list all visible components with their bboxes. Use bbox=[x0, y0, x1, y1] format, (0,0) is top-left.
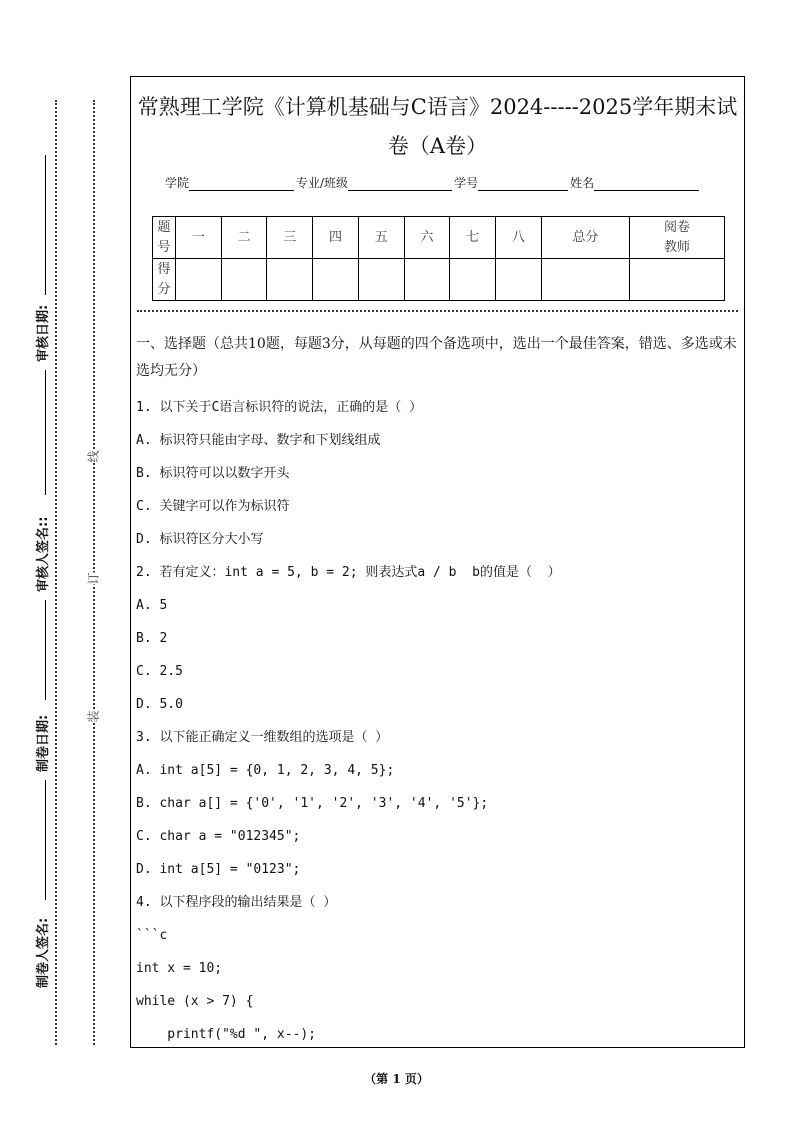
reviewer-sign-label: 审核人签名:: bbox=[36, 516, 51, 592]
header-char: 分 bbox=[157, 281, 171, 297]
content-line: 3. 以下能正确定义一维数组的选项是（ ） bbox=[136, 730, 389, 745]
col-header: 一 bbox=[176, 217, 222, 259]
col-header: 七 bbox=[450, 217, 496, 259]
margin-dotted-line bbox=[55, 100, 57, 1045]
score-cell[interactable] bbox=[176, 259, 222, 301]
separator bbox=[137, 310, 738, 312]
content-line: A. 5 bbox=[136, 598, 168, 613]
content-line: B. 标识符可以以数字开头 bbox=[136, 466, 290, 481]
score-cell[interactable] bbox=[404, 259, 450, 301]
col-header: 三 bbox=[267, 217, 313, 259]
content-line: C. 2.5 bbox=[136, 664, 183, 679]
content-line: printf("%d ", x--); bbox=[136, 1027, 317, 1042]
score-cell[interactable] bbox=[313, 259, 359, 301]
student-id-label: 学号 bbox=[454, 176, 479, 190]
content-line: A. int a[5] = {0, 1, 2, 3, 4, 5}; bbox=[136, 763, 395, 778]
reviewer-sign-line bbox=[45, 370, 46, 495]
maker-sign-label: 制卷人签名: bbox=[36, 917, 51, 988]
question-content bbox=[136, 331, 738, 1051]
score-table bbox=[152, 216, 725, 301]
col-header: 五 bbox=[358, 217, 404, 259]
content-line: 2. 若有定义：int a = 5, b = 2; 则表达式a / b b的值是（ ） bbox=[136, 565, 561, 580]
col-header: 六 bbox=[404, 217, 450, 259]
score-cell[interactable] bbox=[450, 259, 496, 301]
section-heading: 一、选择题（总共10题，每题3分，从每题的四个备选项中，选出一个最佳答案，错选、多选或未选均无分） bbox=[136, 336, 737, 379]
major-class-field[interactable] bbox=[348, 176, 452, 191]
content-line: ```c bbox=[136, 928, 168, 943]
college-label: 学院 bbox=[165, 176, 190, 190]
header-char: 号 bbox=[157, 239, 171, 255]
content-line: B. 2 bbox=[136, 631, 168, 646]
exam-title: 常熟理工学院《计算机基础与C语言》2024-----2025学年期末试 bbox=[137, 95, 738, 119]
name-field[interactable] bbox=[594, 176, 699, 191]
name-label: 姓名 bbox=[570, 176, 595, 190]
college-field[interactable] bbox=[189, 176, 294, 191]
exam-title-line2: 卷（A卷） bbox=[387, 134, 488, 158]
major-class-label: 专业/班级 bbox=[296, 176, 349, 190]
score-row-header bbox=[157, 262, 170, 297]
student-info-fields bbox=[165, 174, 701, 191]
score-cell[interactable] bbox=[358, 259, 404, 301]
page-number: （第 1 页） bbox=[364, 1072, 429, 1086]
content-line: B. char a[] = {'0', '1', '2', '3', '4', '5'}; bbox=[136, 796, 489, 811]
content-line: D. 标识符区分大小写 bbox=[136, 532, 264, 547]
question-number-header bbox=[157, 220, 170, 255]
content-line: D. 5.0 bbox=[136, 697, 183, 712]
binding-mark-bind: 装 bbox=[86, 710, 101, 723]
header-char: 题 bbox=[157, 219, 171, 235]
col-header: 八 bbox=[496, 217, 542, 259]
score-cell[interactable] bbox=[630, 259, 725, 301]
score-cell[interactable] bbox=[267, 259, 313, 301]
col-header: 二 bbox=[221, 217, 267, 259]
binding-mark-staple: 订 bbox=[86, 572, 101, 585]
content-line: 1. 以下关于C语言标识符的说法，正确的是（ ） bbox=[136, 400, 423, 415]
col-header: 总分 bbox=[541, 217, 629, 259]
question-lines bbox=[136, 391, 738, 1051]
binding-mark-line: 线 bbox=[86, 450, 101, 463]
review-date-label: 审核日期: bbox=[36, 304, 51, 362]
col-header: 四 bbox=[313, 217, 359, 259]
score-cell[interactable] bbox=[221, 259, 267, 301]
make-date-line bbox=[45, 600, 46, 700]
score-cell[interactable] bbox=[541, 259, 629, 301]
content-line: int x = 10; bbox=[136, 961, 223, 976]
content-line: A. 标识符只能由字母、数字和下划线组成 bbox=[136, 433, 381, 448]
content-line: C. char a = "012345"; bbox=[136, 829, 301, 844]
maker-sign-line bbox=[45, 780, 46, 900]
content-line: C. 关键字可以作为标识符 bbox=[136, 499, 290, 514]
student-id-field[interactable] bbox=[478, 176, 568, 191]
content-line: D. int a[5] = "0123"; bbox=[136, 862, 301, 877]
exam-frame bbox=[130, 76, 745, 1048]
header-text: 教师 bbox=[663, 239, 690, 255]
content-line: while (x > 7) { bbox=[136, 994, 254, 1009]
header-char: 得 bbox=[157, 261, 171, 277]
make-date-label: 制卷日期: bbox=[36, 714, 51, 772]
score-cell[interactable] bbox=[496, 259, 542, 301]
review-date-line bbox=[45, 155, 46, 295]
header-text: 阅卷 bbox=[663, 219, 690, 235]
content-line: 4. 以下程序段的输出结果是（ ） bbox=[136, 895, 337, 910]
reviewer-header bbox=[664, 220, 690, 255]
